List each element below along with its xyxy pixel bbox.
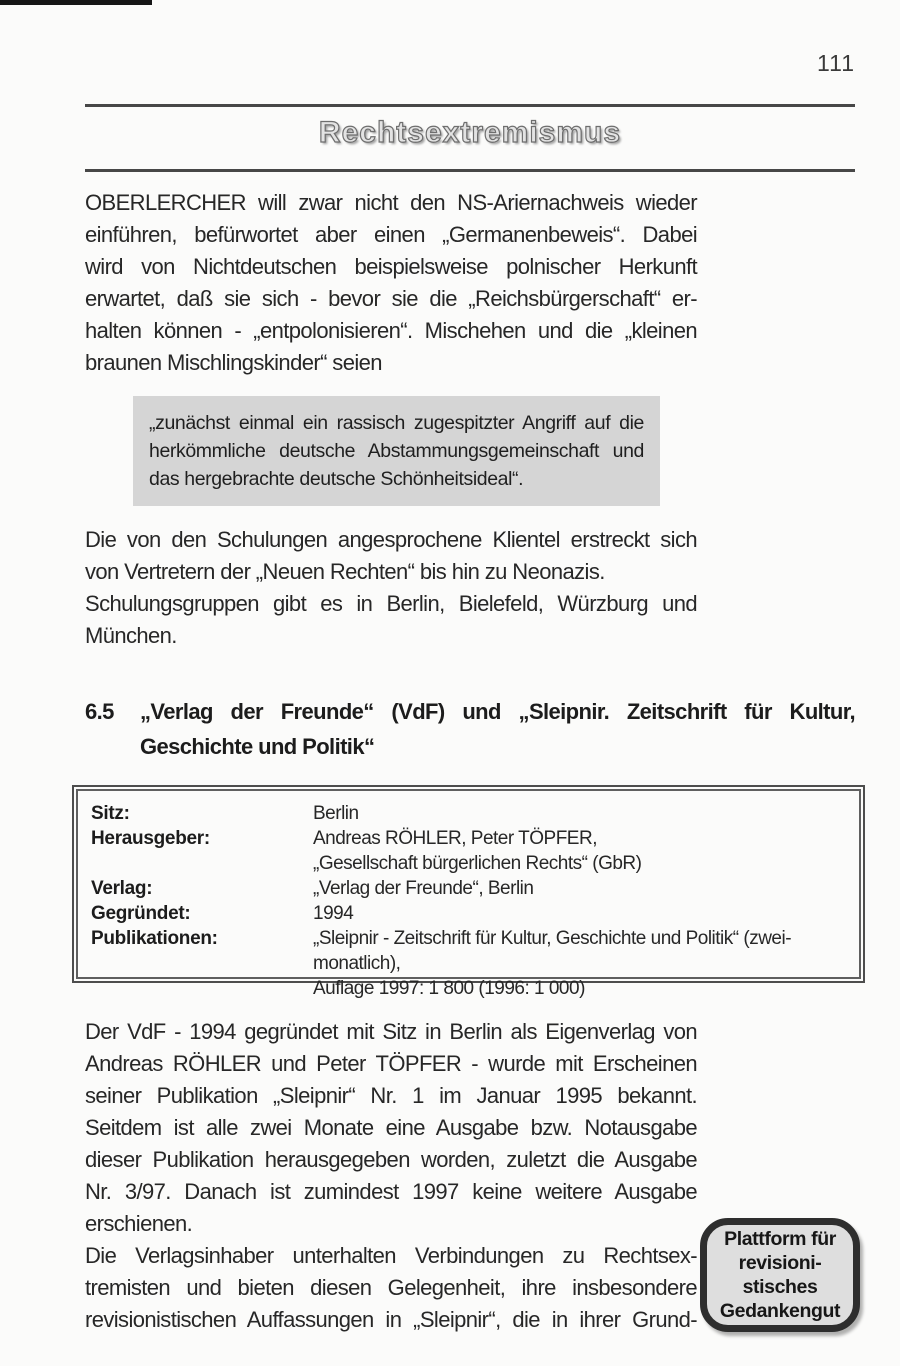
text-line: halten können - „entpolonisieren“. Mischehen und die „kleinen bbox=[85, 318, 697, 343]
info-row-herausgeber bbox=[91, 826, 847, 876]
text-line: Seitdem ist alle zwei Monate eine Ausgabe bzw. Notausgabe bbox=[85, 1115, 697, 1140]
text-line: einführen, befürwortet aber einen „Germanenbeweis“. Dabei bbox=[85, 222, 697, 247]
scan-artifact bbox=[0, 0, 152, 5]
header-rule-bottom bbox=[85, 169, 855, 172]
text-line: Andreas RÖHLER, Peter TÖPFER, bbox=[313, 828, 597, 849]
text-line: seiner Publikation „Sleipnir“ Nr. 1 im Januar 1995 bekannt. bbox=[85, 1083, 697, 1108]
text-line: dieser Publikation herausgegeben worden, zuletzt die Ausgabe bbox=[85, 1147, 697, 1172]
text-line: Geschichte und Politik“ bbox=[140, 734, 375, 759]
info-value bbox=[313, 901, 847, 926]
info-label: Sitz: bbox=[91, 803, 130, 824]
text-line: revisioni- bbox=[738, 1252, 822, 1274]
text-line: „zunächst einmal ein rassisch zugespitzter Angriff auf die bbox=[149, 412, 644, 434]
text-line: 1994 bbox=[313, 903, 354, 924]
text-line: von Vertretern der „Neuen Rechten“ bis hin zu Neonazis. bbox=[85, 559, 605, 584]
text-line: revisionistischen Auffassungen in „Sleipnir“, die in ihrer Grund- bbox=[85, 1307, 697, 1332]
text-line: Plattform für bbox=[724, 1228, 836, 1250]
info-label: Verlag: bbox=[91, 878, 153, 899]
text-line: Berlin bbox=[313, 803, 359, 824]
info-row-publikationen bbox=[91, 926, 847, 1001]
text-line: Gedankengut bbox=[719, 1300, 841, 1322]
text-line: „Verlag der Freunde“ (VdF) und „Sleipnir. Zeitschrift für Kultur, bbox=[140, 699, 855, 724]
text-line: Nr. 3/97. Danach ist zumindest 1997 keine weitere Ausgabe bbox=[85, 1179, 697, 1204]
paragraph-oberlercher bbox=[85, 187, 697, 379]
quote-block bbox=[133, 396, 660, 506]
section-title bbox=[140, 694, 855, 764]
info-row-verlag bbox=[91, 876, 847, 901]
text-line: braunen Mischlingskinder“ seien bbox=[85, 350, 382, 375]
text-line: herkömmliche deutsche Abstammungsgemeinschaft und bbox=[149, 440, 644, 462]
paragraph-klientel bbox=[85, 524, 697, 652]
text-line: OBERLERCHER will zwar nicht den NS-Ariernachweis wieder bbox=[85, 190, 697, 215]
text-line: „Gesellschaft bürgerlichen Rechts“ (GbR) bbox=[313, 853, 642, 874]
info-label: Publikationen: bbox=[91, 928, 218, 949]
text-line: München. bbox=[85, 623, 177, 648]
info-value bbox=[313, 826, 847, 876]
publisher-info-box-inner bbox=[76, 789, 861, 999]
text-line: stisches bbox=[742, 1276, 818, 1298]
text-line: „Sleipnir - Zeitschrift für Kultur, Geschichte und Politik“ (zwei- bbox=[313, 928, 792, 949]
header-rule-top bbox=[85, 104, 855, 107]
text-line: monatlich), bbox=[313, 953, 401, 974]
paragraph-vdf bbox=[85, 1016, 697, 1240]
text-line: tremisten und bieten diesen Gelegenheit, ihre insbesondere bbox=[85, 1275, 697, 1300]
text-line: Schulungsgruppen gibt es in Berlin, Bielefeld, Würzburg und bbox=[85, 591, 697, 616]
text-line: Die Verlagsinhaber unterhalten Verbindungen zu Rechtsex- bbox=[85, 1243, 697, 1268]
info-value bbox=[313, 876, 847, 901]
section-heading-6-5 bbox=[85, 694, 855, 764]
section-number: 6.5 bbox=[85, 699, 114, 724]
text-line: wird von Nichtdeutschen beispielsweise polnischer Herkunft bbox=[85, 254, 697, 279]
info-row-gegruendet bbox=[91, 901, 847, 926]
text-line: das hergebrachte deutsche Schönheitsideal“. bbox=[149, 468, 524, 490]
page-header-title: Rechtsextremismus bbox=[318, 116, 622, 149]
info-row-sitz bbox=[91, 801, 847, 826]
paragraph-verlagsinhaber bbox=[85, 1240, 697, 1336]
text-line: Die von den Schulungen angesprochene Klientel erstreckt sich bbox=[85, 527, 697, 552]
publisher-info-box bbox=[72, 785, 865, 999]
info-value bbox=[313, 801, 847, 826]
text-line: Der VdF - 1994 gegründet mit Sitz in Berlin als Eigenverlag von bbox=[85, 1019, 697, 1044]
text-line: „Verlag der Freunde“, Berlin bbox=[313, 878, 534, 899]
info-value bbox=[313, 926, 847, 1001]
page-number: 111 bbox=[817, 50, 855, 76]
text-line: erschienen. bbox=[85, 1211, 193, 1236]
margin-note-plattform bbox=[700, 1218, 860, 1332]
text-line: Auflage 1997: 1 800 (1996: 1 000) bbox=[313, 978, 585, 999]
text-line: Andreas RÖHLER und Peter TÖPFER - wurde mit Erscheinen bbox=[85, 1051, 697, 1076]
info-label: Gegründet: bbox=[91, 903, 191, 924]
info-label: Herausgeber: bbox=[91, 828, 210, 849]
text-line: erwartet, daß sie sich - bevor sie die „Reichsbürgerschaft“ er- bbox=[85, 286, 697, 311]
